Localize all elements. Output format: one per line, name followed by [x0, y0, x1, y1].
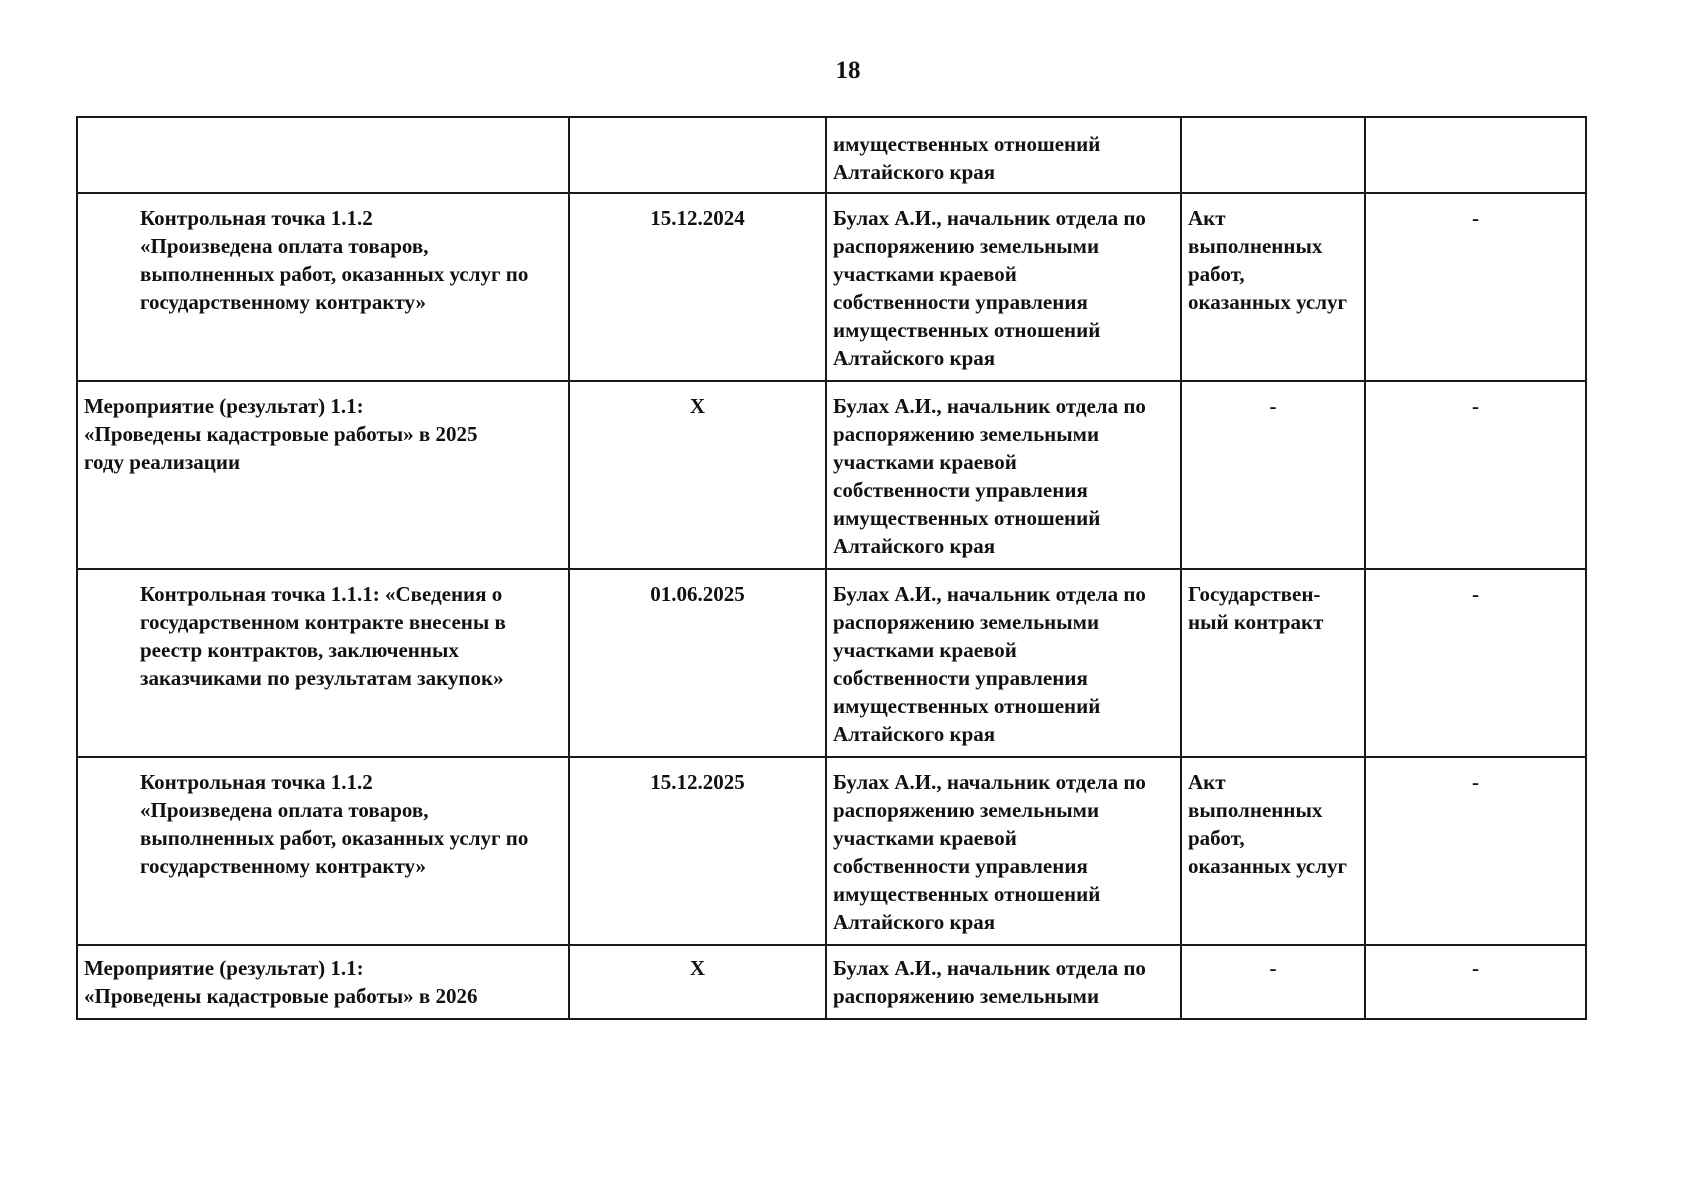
event-name-cell: [77, 117, 569, 193]
event-name-cell: Контрольная точка 1.1.2 «Произведена оплата товаров, выполненных работ, оказанных услуг по государственному контракту»: [77, 757, 569, 945]
document-cell: Государствен- ный контракт: [1181, 569, 1365, 757]
responsible-cell: Булах А.И., начальник отдела по распоряжению земельными участками краевой собственности управления имущественных отношений Алтайского края: [826, 757, 1181, 945]
responsible-cell: имущественных отношений Алтайского края: [826, 117, 1181, 193]
responsible-cell: Булах А.И., начальник отдела по распоряжению земельными участками краевой собственности управления имущественных отношений Алтайского края: [826, 381, 1181, 569]
document-cell: -: [1181, 945, 1365, 1019]
document-cell: [1181, 117, 1365, 193]
event-name-cell: Контрольная точка 1.1.2 «Произведена оплата товаров, выполненных работ, оказанных услуг по государственному контракту»: [77, 193, 569, 381]
table-row: [77, 193, 1586, 381]
table-row: [77, 569, 1586, 757]
deadline-cell: X: [569, 945, 826, 1019]
extra-cell: -: [1365, 569, 1586, 757]
document-cell: Акт выполненных работ, оказанных услуг: [1181, 757, 1365, 945]
deadline-cell: 01.06.2025: [569, 569, 826, 757]
event-name-cell: Мероприятие (результат) 1.1: «Проведены кадастровые работы» в 2026: [77, 945, 569, 1019]
deadline-cell: 15.12.2024: [569, 193, 826, 381]
deadline-cell: [569, 117, 826, 193]
page-number: 18: [835, 57, 861, 84]
table-row: [77, 757, 1586, 945]
document-cell: -: [1181, 381, 1365, 569]
extra-cell: -: [1365, 381, 1586, 569]
extra-cell: -: [1365, 193, 1586, 381]
responsible-cell: Булах А.И., начальник отдела по распоряжению земельными: [826, 945, 1181, 1019]
table-row: [77, 117, 1586, 193]
event-name-cell: Контрольная точка 1.1.1: «Сведения о государственном контракте внесены в реестр контрактов, заключенных заказчиками по результатам закупок»: [77, 569, 569, 757]
extra-cell: -: [1365, 945, 1586, 1019]
table-row: [77, 945, 1586, 1019]
deadline-cell: 15.12.2025: [569, 757, 826, 945]
document-cell: Акт выполненных работ, оказанных услуг: [1181, 193, 1365, 381]
schedule-table: [76, 116, 1587, 1020]
deadline-cell: X: [569, 381, 826, 569]
table-row: [77, 381, 1586, 569]
extra-cell: [1365, 117, 1586, 193]
event-name-cell: Мероприятие (результат) 1.1: «Проведены кадастровые работы» в 2025 году реализации: [77, 381, 569, 569]
extra-cell: -: [1365, 757, 1586, 945]
responsible-cell: Булах А.И., начальник отдела по распоряжению земельными участками краевой собственности управления имущественных отношений Алтайского края: [826, 193, 1181, 381]
responsible-cell: Булах А.И., начальник отдела по распоряжению земельными участками краевой собственности управления имущественных отношений Алтайского края: [826, 569, 1181, 757]
